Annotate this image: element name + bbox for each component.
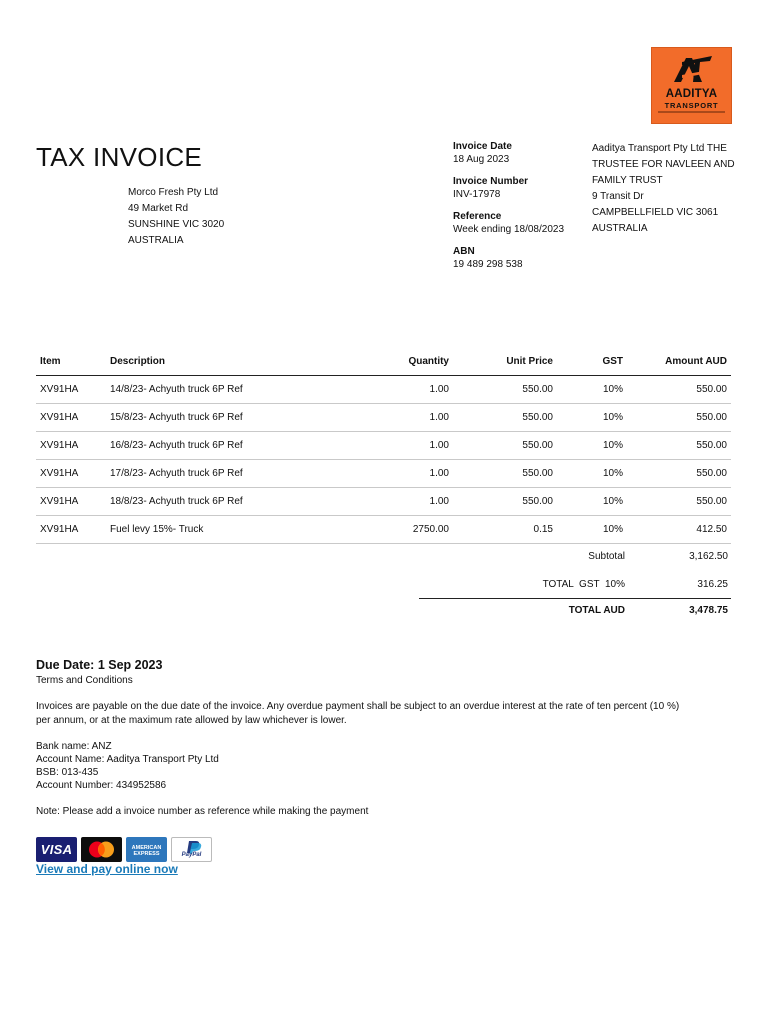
payment-methods (36, 837, 212, 862)
invoice-number-label: Invoice Number (453, 176, 529, 187)
visa-icon (36, 837, 77, 862)
table-row (36, 459, 731, 487)
sender-line: 9 Transit Dr (592, 191, 644, 202)
column-header-item: Item (36, 348, 106, 375)
cell-item: XV91HA (36, 403, 106, 431)
cell-description: 18/8/23- Achyuth truck 6P Ref (106, 487, 336, 515)
terms-line: per annum, or at the maximum rate allowed by law whichever is lower. (36, 714, 347, 726)
abn-value: 19 489 298 538 (453, 259, 523, 270)
sender-address (592, 141, 742, 237)
table-row (36, 375, 731, 403)
table-row (36, 515, 731, 543)
sender-line: CAMPBELLFIELD VIC 3061 (592, 207, 719, 218)
column-header-quantity: Quantity (336, 348, 453, 375)
totals-block (419, 542, 731, 622)
amex-icon (126, 837, 167, 862)
paypal-label: PayPal (181, 852, 202, 858)
cell-item: XV91HA (36, 515, 106, 543)
cell-description: 14/8/23- Achyuth truck 6P Ref (106, 375, 336, 403)
cell-gst: 10% (557, 403, 627, 431)
account-number: Account Number: 434952586 (36, 780, 167, 791)
grand-total-label: TOTAL AUD (568, 605, 625, 616)
grand-total-value: 3,478.75 (689, 605, 728, 616)
company-logo (651, 47, 732, 124)
logo-name: AADITYA (665, 88, 718, 100)
cell-quantity: 1.00 (336, 459, 453, 487)
grand-total-row (419, 598, 731, 622)
invoice-meta (453, 140, 583, 280)
reference-label: Reference (453, 211, 502, 222)
sender-line: FAMILY TRUST (592, 175, 663, 186)
account-name: Account Name: Aaditya Transport Pty Ltd (36, 754, 219, 765)
mastercard-circles-icon (81, 837, 122, 862)
sender-line: AUSTRALIA (592, 223, 648, 234)
client-country: AUSTRALIA (128, 235, 184, 246)
cell-amount: 550.00 (627, 487, 731, 515)
abn-label: ABN (453, 246, 475, 257)
bank-details (36, 740, 219, 792)
cell-description: 15/8/23- Achyuth truck 6P Ref (106, 403, 336, 431)
cell-item: XV91HA (36, 375, 106, 403)
paypal-p-icon (172, 838, 212, 862)
terms-heading: Terms and Conditions (36, 675, 133, 686)
gst-total-row (419, 570, 731, 598)
client-city: SUNSHINE VIC 3020 (128, 219, 225, 230)
gst-total-label: TOTAL GST 10% (542, 578, 625, 590)
cell-quantity: 1.00 (336, 375, 453, 403)
due-date: Due Date: 1 Sep 2023 (36, 658, 163, 672)
cell-quantity: 1.00 (336, 487, 453, 515)
cell-item: XV91HA (36, 487, 106, 515)
bank-name: Bank name: ANZ (36, 741, 112, 752)
cell-description: 17/8/23- Achyuth truck 6P Ref (106, 459, 336, 487)
cell-gst: 10% (557, 459, 627, 487)
client-street: 49 Market Rd (128, 203, 189, 214)
cell-description: 16/8/23- Achyuth truck 6P Ref (106, 431, 336, 459)
page-title: TAX INVOICE (36, 142, 203, 172)
cell-unit-price: 550.00 (453, 403, 557, 431)
cell-quantity: 1.00 (336, 431, 453, 459)
cell-amount: 412.50 (627, 515, 731, 543)
invoice-date-value: 18 Aug 2023 (453, 154, 510, 165)
table-row (36, 403, 731, 431)
gst-total-value: 316.25 (697, 578, 728, 590)
mastercard-icon (81, 837, 122, 862)
sender-line: TRUSTEE FOR NAVLEEN AND (592, 159, 735, 170)
logo-tagline-bar (658, 111, 725, 113)
cell-gst: 10% (557, 375, 627, 403)
cell-gst: 10% (557, 431, 627, 459)
subtotal-value: 3,162.50 (689, 550, 728, 562)
cell-gst: 10% (557, 487, 627, 515)
logo-mark-icon (652, 48, 733, 125)
line-items-table (36, 348, 731, 544)
column-header-gst: GST (557, 348, 627, 375)
terms-line: Invoices are payable on the due date of the invoice. Any overdue payment shall be subject to an overdue interest at the rate of ten percent (10 %) (36, 701, 680, 712)
column-header-amount: Amount AUD (627, 348, 731, 375)
visa-label: VISA (40, 842, 73, 857)
subtotal-label: Subtotal (588, 550, 625, 562)
subtotal-row (419, 542, 731, 570)
cell-unit-price: 550.00 (453, 487, 557, 515)
cell-amount: 550.00 (627, 459, 731, 487)
cell-unit-price: 550.00 (453, 431, 557, 459)
cell-quantity: 2750.00 (336, 515, 453, 543)
cell-amount: 550.00 (627, 403, 731, 431)
table-header-row (36, 348, 731, 375)
cell-quantity: 1.00 (336, 403, 453, 431)
cell-unit-price: 550.00 (453, 459, 557, 487)
invoice-date-label: Invoice Date (453, 141, 512, 152)
logo-subtitle: TRANSPORT (664, 101, 719, 110)
invoice-number-value: INV-17978 (453, 189, 501, 200)
column-header-unit-price: Unit Price (453, 348, 557, 375)
payment-note: Note: Please add a invoice number as reference while making the payment (36, 806, 369, 817)
cell-gst: 10% (557, 515, 627, 543)
paypal-icon (171, 837, 212, 862)
reference-value: Week ending 18/08/2023 (453, 224, 565, 235)
cell-unit-price: 0.15 (453, 515, 557, 543)
cell-description: Fuel levy 15%- Truck (106, 515, 336, 543)
cell-item: XV91HA (36, 459, 106, 487)
sender-line: Aaditya Transport Pty Ltd THE (592, 143, 727, 154)
cell-amount: 550.00 (627, 431, 731, 459)
cell-unit-price: 550.00 (453, 375, 557, 403)
client-name: Morco Fresh Pty Ltd (128, 187, 219, 198)
pay-online-link[interactable]: View and pay online now (36, 862, 178, 876)
terms-text (36, 700, 736, 727)
column-header-description: Description (106, 348, 336, 375)
bsb: BSB: 013-435 (36, 767, 99, 778)
table-row (36, 487, 731, 515)
table-row (36, 431, 731, 459)
client-address (128, 185, 224, 249)
cell-item: XV91HA (36, 431, 106, 459)
cell-amount: 550.00 (627, 375, 731, 403)
amex-label: AMERICAN EXPRESS (131, 845, 162, 857)
